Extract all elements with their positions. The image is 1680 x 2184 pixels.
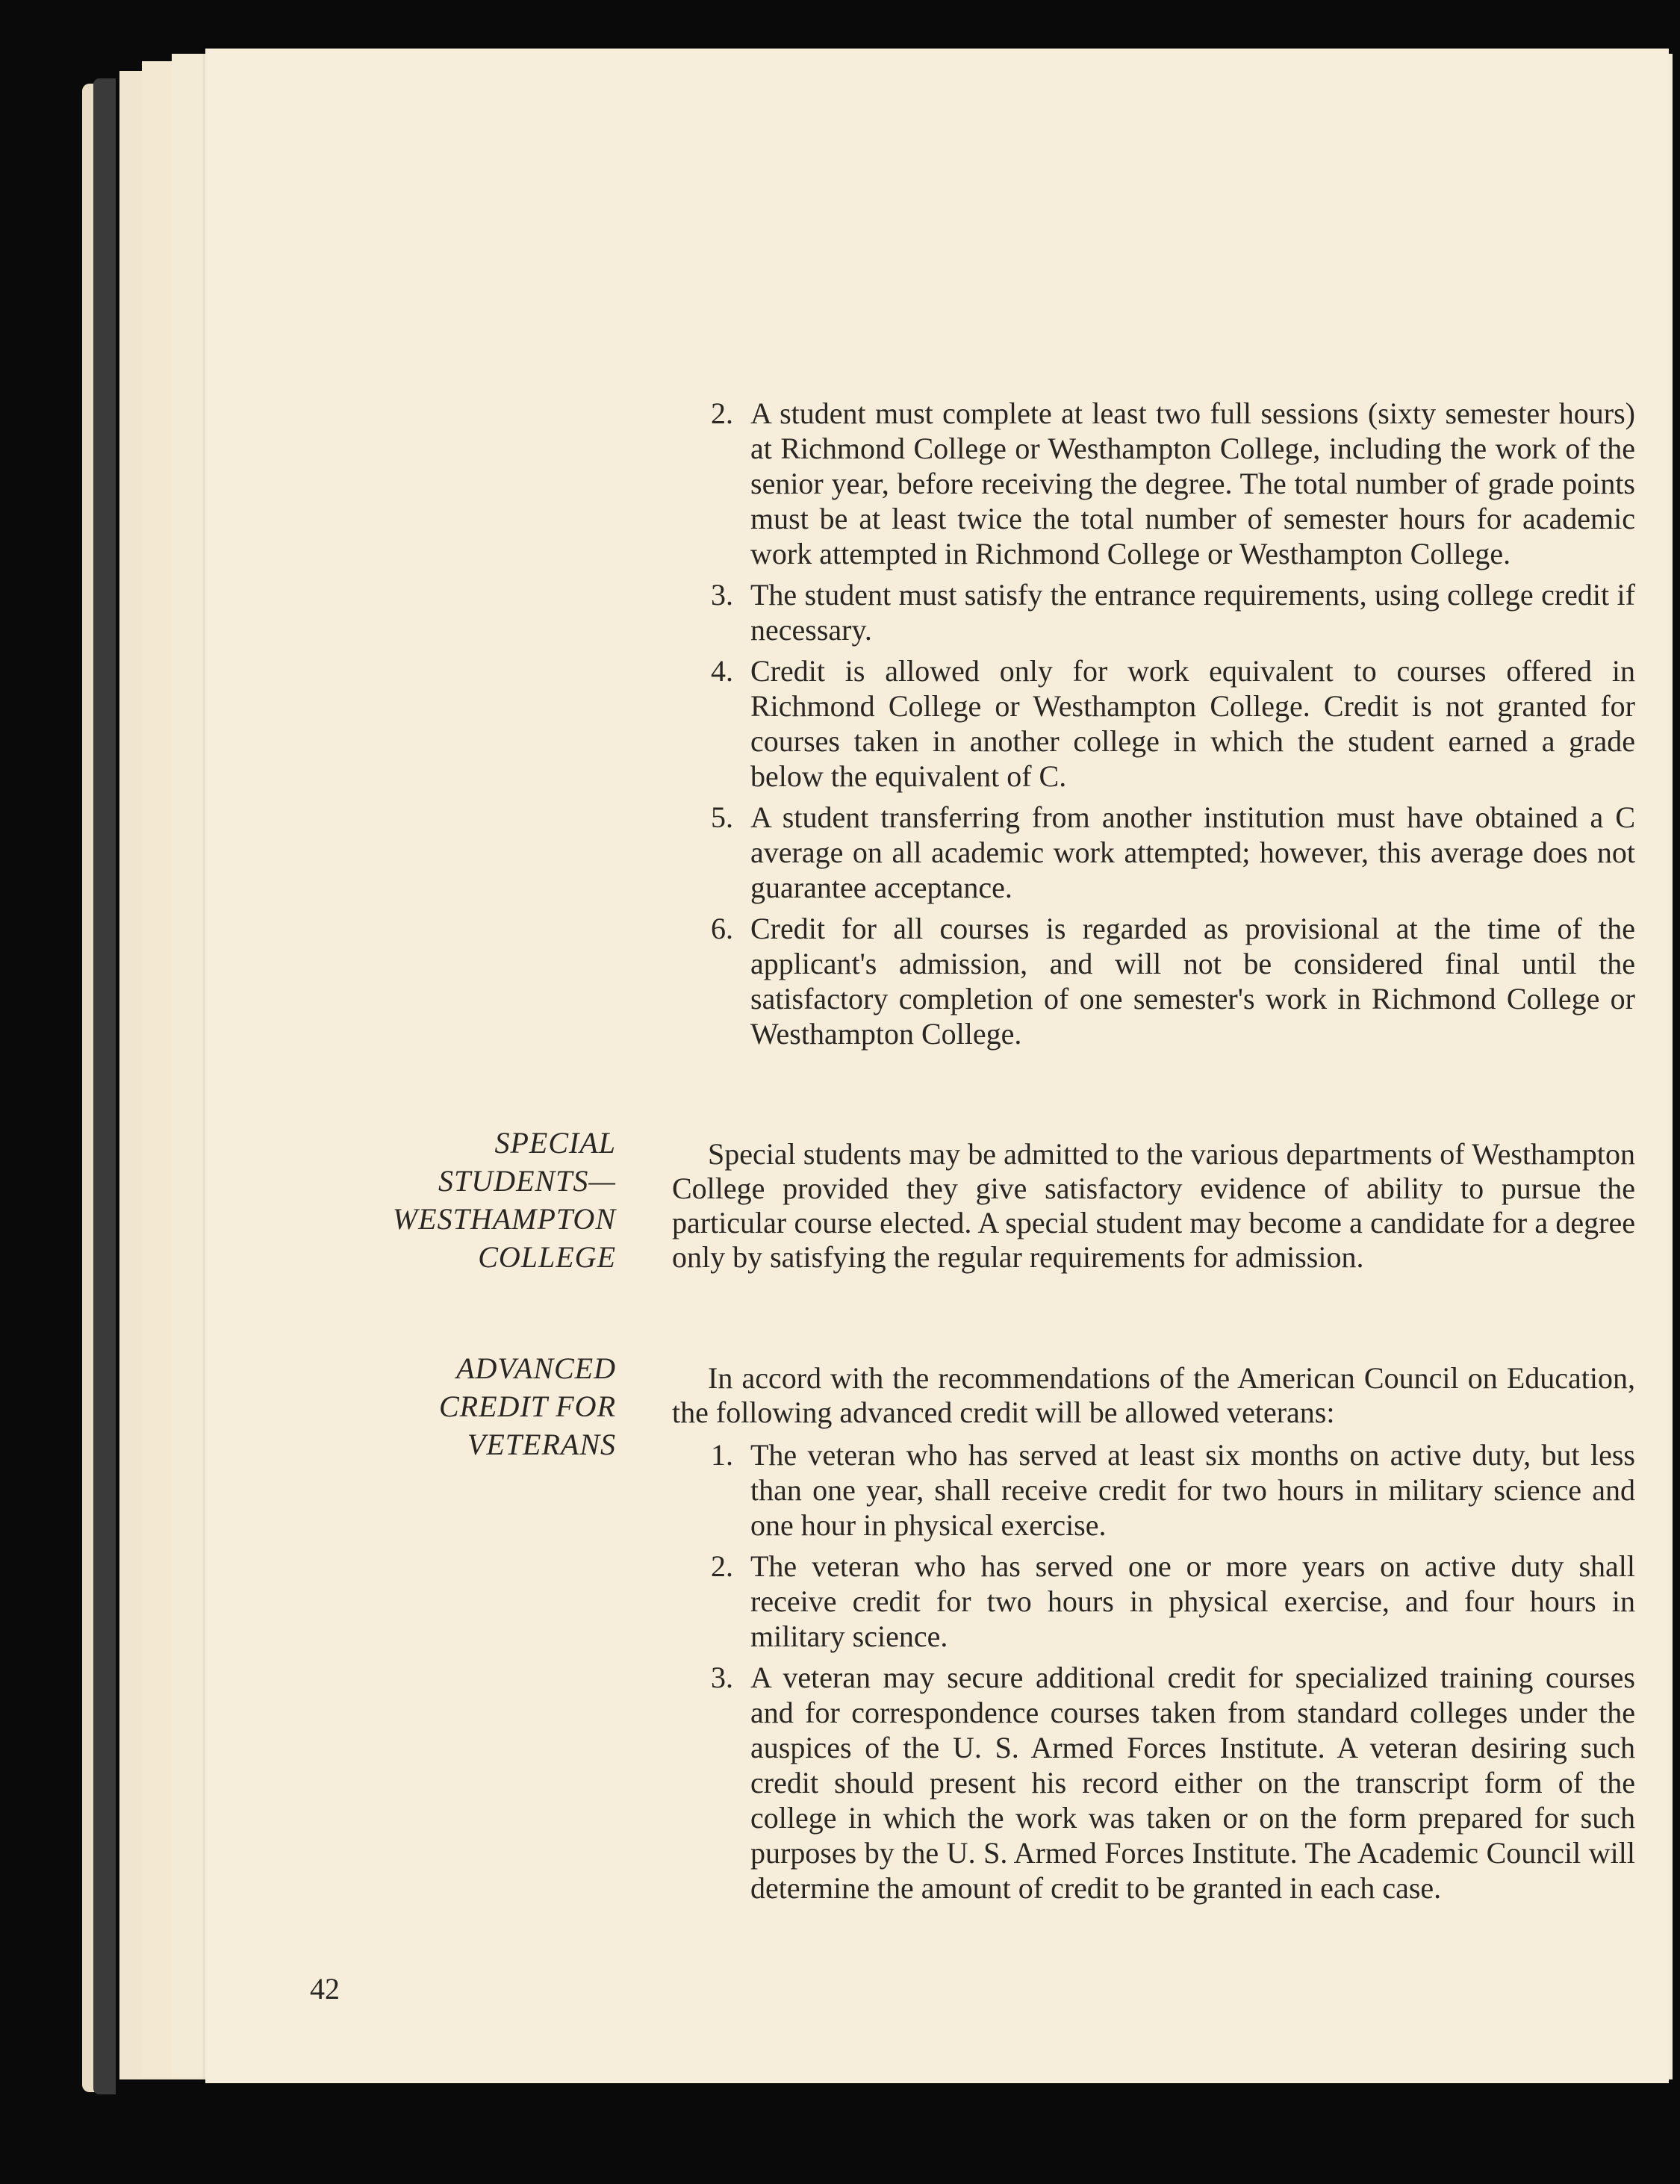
list-item [702,1549,1635,1654]
veterans-list [702,1437,1635,1911]
list-item [702,800,1635,905]
list-item [702,396,1635,571]
veterans-heading [329,1349,616,1463]
requirements-list [702,396,1635,1057]
list-item [702,911,1635,1051]
veterans-intro [672,1361,1635,1430]
special-students-text [672,1137,1635,1275]
item-text: Credit is allowed only for work equivalent to courses offered in Richmond College or Westhampton College. Credit is not granted for courses taken in another college in which the student earned a grade below the equivalent of C. [750,654,1635,793]
item-text: A veteran may secure additional credit for specialized training courses and for correspondence courses taken from standard colleges under the auspices of the U. S. Armed Forces Institute. A veteran desiring such credit should present his record either on the transcript form of the college in which the work was taken or on the form prepared for such purposes by the U. S. Armed Forces Institute. The Academic Council will determine the amount of credit to be granted in each case. [750,1661,1635,1905]
heading-line: CREDIT FOR [438,1390,616,1423]
item-number: 2. [711,396,733,430]
item-text: The veteran who has served one or more years on active duty shall receive credit for two hours in physical exercise, and four hours in military science. [750,1549,1635,1653]
list-item [702,1660,1635,1905]
page-number: 42 [310,1972,340,2006]
paragraph: Special students may be admitted to the various departments of Westhampton College provided they give satisfactory evidence of ability to pursue the particular course elected. A special student may become a candidate for a degree only by satisfying the regular requirements for admission. [672,1137,1635,1274]
paragraph: In accord with the recommendations of the American Council on Education, the following advanced credit will be allowed veterans: [672,1361,1635,1429]
item-number: 2. [711,1549,733,1583]
item-number: 3. [711,578,733,612]
item-number: 6. [711,912,733,945]
item-text: Credit for all courses is regarded as provisional at the time of the applicant's admission, and will not be considered final until the satisfactory completion of one semester's work in Richmond College or Westhampton College. [750,912,1635,1051]
item-number: 1. [711,1438,733,1472]
item-text: A student must complete at least two full sessions (sixty semester hours) at Richmond College or Westhampton College, including the work of the senior year, before receiving the degree. The total number of grade points must be at least twice the total number of semester hours for academic work attempted in Richmond College or Westhampton College. [750,396,1635,570]
list-item [702,577,1635,647]
heading-line: VETERANS [467,1428,616,1461]
heading-line: STUDENTS— [438,1164,616,1198]
item-number: 5. [711,800,733,834]
item-text: A student transferring from another institution must have obtained a C average on all academic work attempted; however, this average does not guarantee acceptance. [750,800,1635,904]
heading-line: SPECIAL [494,1126,616,1160]
item-text: The student must satisfy the entrance requirements, using college credit if necessary. [750,578,1635,647]
item-number: 4. [711,654,733,688]
list-item [702,1437,1635,1543]
special-students-heading [329,1124,616,1276]
list-item [702,653,1635,794]
heading-line: ADVANCED [456,1351,616,1385]
book-spine-edge [93,78,116,2094]
item-text: The veteran who has served at least six months on active duty, but less than one year, shall receive credit for two hours in military science and one hour in physical exercise. [750,1438,1635,1542]
item-number: 3. [711,1661,733,1694]
heading-line: COLLEGE [478,1240,616,1274]
heading-line: WESTHAMPTON [392,1202,616,1236]
